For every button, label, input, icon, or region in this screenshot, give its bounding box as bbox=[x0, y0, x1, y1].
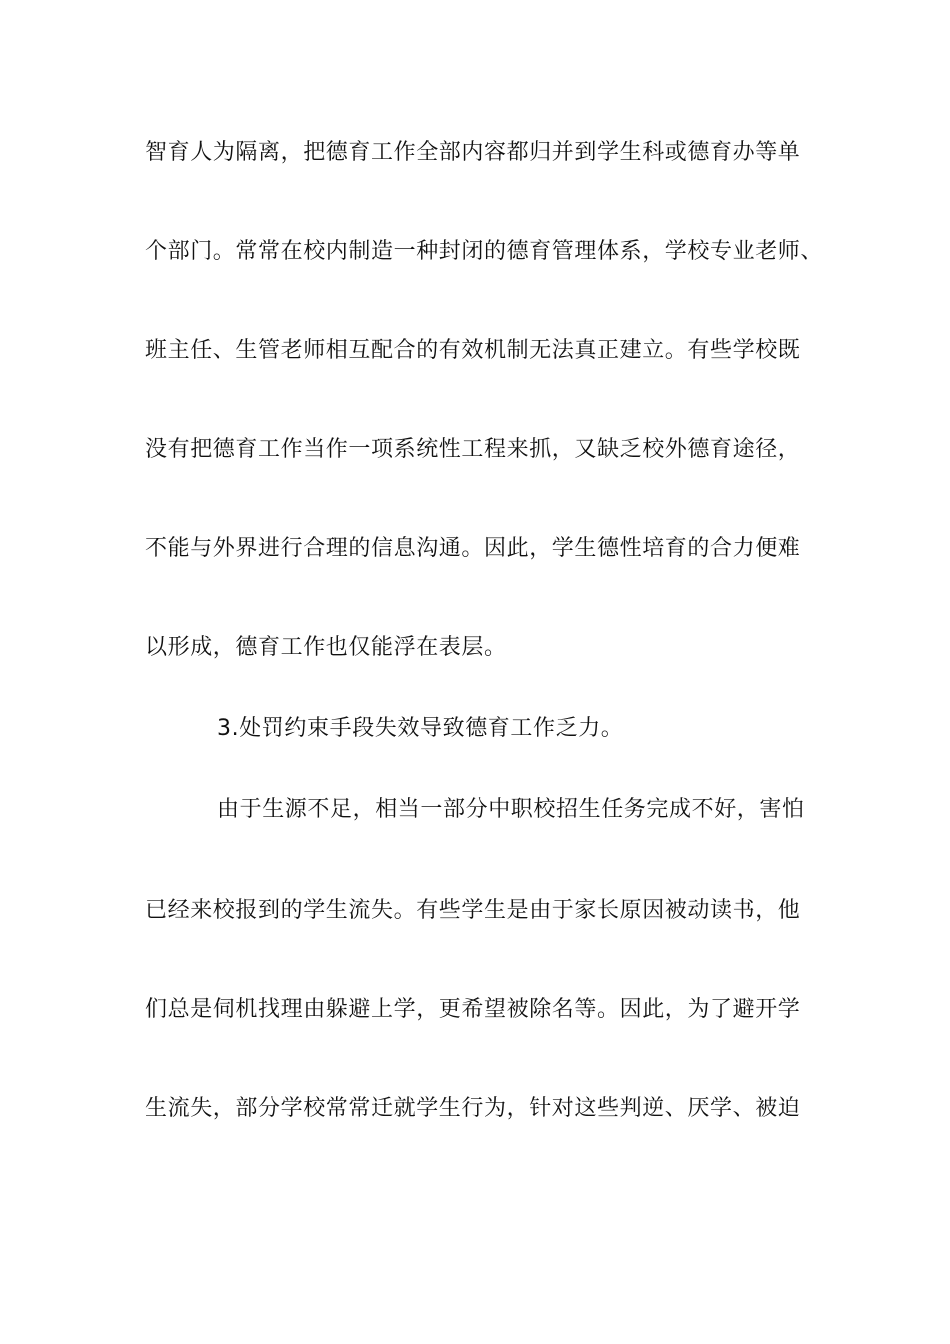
paragraph-line: 智育人为隔离，把德育工作全部内容都归并到学生科或德育办等单 bbox=[145, 140, 801, 165]
paragraph-line: 班主任、生管老师相互配合的有效机制无法真正建立。有些学校既 bbox=[145, 338, 801, 363]
paragraph-line: 生流失，部分学校常常迁就学生行为，针对这些判逆、厌学、被迫 bbox=[145, 1096, 801, 1121]
paragraph-line: 由于生源不足，相当一部分中职校招生任务完成不好，害怕 bbox=[217, 797, 805, 822]
paragraph-line: 没有把德育工作当作一项系统性工程来抓，又缺乏校外德育途径， bbox=[145, 437, 801, 462]
paragraph-line: 个部门。常常在校内制造一种封闭的德育管理体系，学校专业老师、 bbox=[145, 239, 824, 264]
paragraph-line: 不能与外界进行合理的信息沟通。因此，学生德性培育的合力便难 bbox=[145, 536, 801, 561]
paragraph-line: 以形成，德育工作也仅能浮在表层。 bbox=[145, 635, 507, 660]
section-heading: 3.处罚约束手段失效导致德育工作乏力。 bbox=[217, 716, 624, 741]
paragraph-line: 们总是伺机找理由躲避上学，更希望被除名等。因此，为了避开学 bbox=[145, 997, 801, 1022]
paragraph-line: 已经来校报到的学生流失。有些学生是由于家长原因被动读书，他 bbox=[145, 898, 801, 923]
